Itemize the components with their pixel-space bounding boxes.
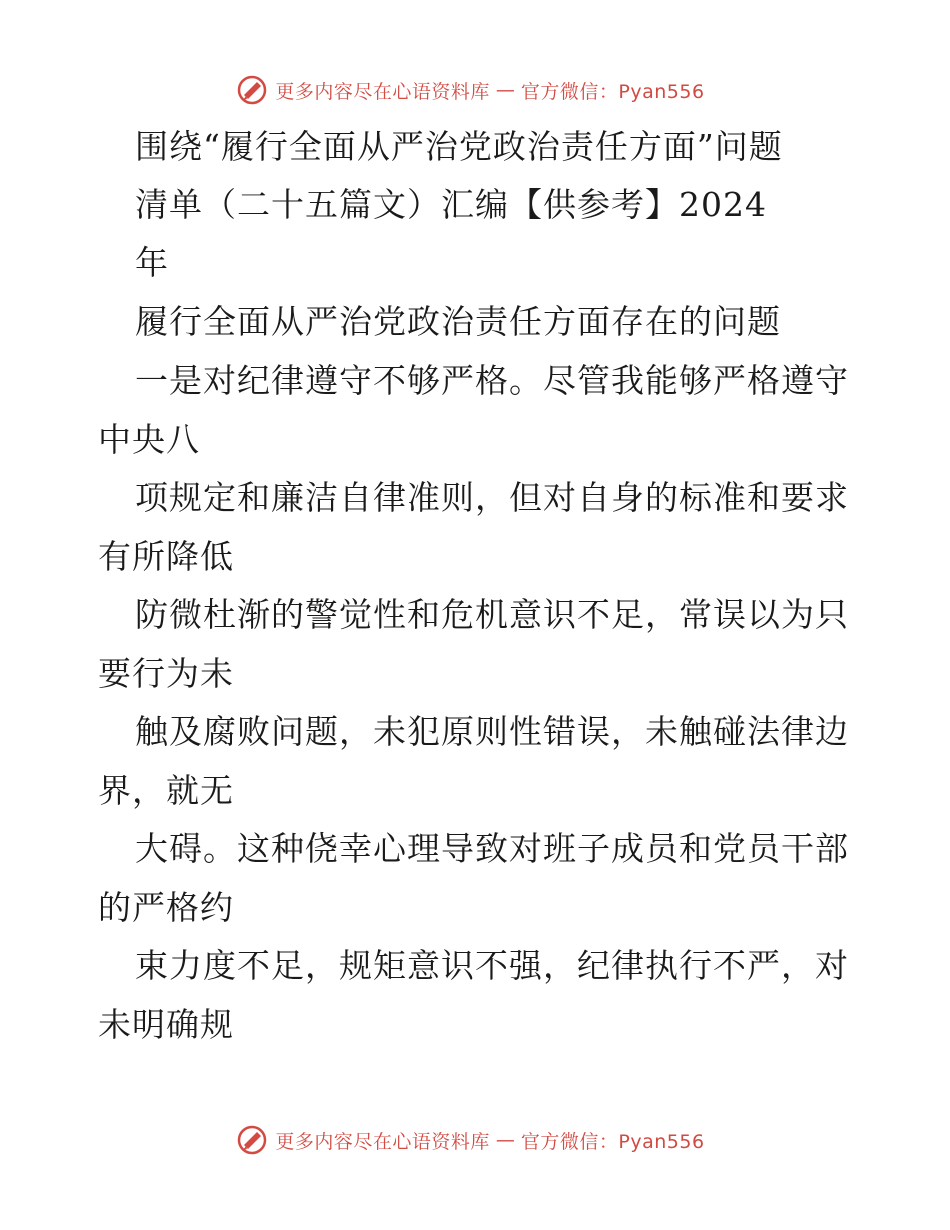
body-line: 中央八 <box>98 420 200 459</box>
body-line: 一是对纪律遵守不够严格。尽管我能够严格遵守 <box>135 361 849 400</box>
body-line: 触及腐败问题，未犯原则性错误，未触碰法律边 <box>135 712 849 751</box>
body-line: 大碍。这种侥幸心理导致对班子成员和党员干部 <box>135 829 849 868</box>
footer-banner <box>0 1120 950 1160</box>
body-line: 要行为未 <box>98 654 234 693</box>
doc-title-line-3: 年 <box>135 243 169 282</box>
body-line: 项规定和廉洁自律准则，但对自身的标准和要求 <box>135 478 849 517</box>
banner-separator: — <box>495 79 515 101</box>
banner-separator: — <box>495 1129 515 1151</box>
body-line: 的严格约 <box>98 888 234 927</box>
body-line: 束力度不足，规矩意识不强，纪律执行不严，对 <box>135 946 849 985</box>
section-heading: 履行全面从严治党政治责任方面存在的问题 <box>135 302 781 341</box>
body-line: 界，就无 <box>98 771 234 810</box>
body-line: 防微杜渐的警觉性和危机意识不足，常误以为只 <box>135 595 849 634</box>
banner-wechat: 官方微信：Pyan556 <box>520 1130 705 1153</box>
doc-title-line-1: 围绕“履行全面从严治党政治责任方面”问题 <box>135 127 783 166</box>
banner-title: 更多内容尽在心语资料库 <box>275 1130 490 1153</box>
header-banner <box>0 70 950 110</box>
body-line: 未明确规 <box>98 1005 234 1044</box>
banner-wechat: 官方微信：Pyan556 <box>520 80 705 103</box>
logo-icon <box>235 1123 269 1157</box>
doc-title-line-2: 清单（二十五篇文）汇编【供参考】2024 <box>135 185 767 224</box>
body-line: 有所降低 <box>98 537 234 576</box>
banner-title: 更多内容尽在心语资料库 <box>275 80 490 103</box>
logo-icon <box>235 73 269 107</box>
